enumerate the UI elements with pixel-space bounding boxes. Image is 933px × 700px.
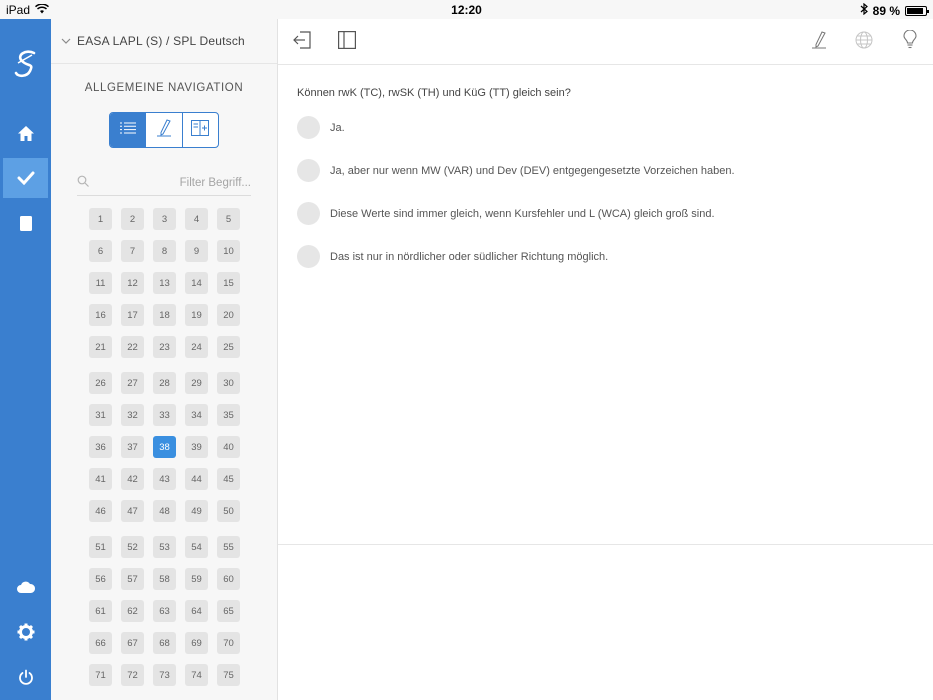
answer-option[interactable]: [297, 159, 735, 182]
list-view-button[interactable]: [110, 113, 146, 147]
clock: 12:20: [451, 3, 482, 17]
question-row: [89, 600, 277, 622]
question-number-button[interactable]: 69: [185, 632, 208, 654]
question-number-button[interactable]: 22: [121, 336, 144, 358]
question-number-button[interactable]: 32: [121, 404, 144, 426]
question-number-button[interactable]: 43: [153, 468, 176, 490]
notes-view-button[interactable]: [146, 113, 182, 147]
language-button[interactable]: [853, 31, 875, 53]
question-number-button[interactable]: 30: [217, 372, 240, 394]
question-number-button[interactable]: 14: [185, 272, 208, 294]
question-number-button[interactable]: 27: [121, 372, 144, 394]
question-number-button[interactable]: 8: [153, 240, 176, 262]
question-panel: [278, 19, 933, 700]
question-row: [89, 336, 277, 358]
filter-bar: [77, 170, 251, 196]
question-number-button[interactable]: 44: [185, 468, 208, 490]
question-number-button[interactable]: 54: [185, 536, 208, 558]
question-number-button[interactable]: 34: [185, 404, 208, 426]
question-number-button[interactable]: 60: [217, 568, 240, 590]
status-bar: [0, 0, 933, 19]
question-number-button[interactable]: 26: [89, 372, 112, 394]
answer-radio[interactable]: [297, 159, 320, 182]
question-number-button[interactable]: 24: [185, 336, 208, 358]
question-number-button[interactable]: 33: [153, 404, 176, 426]
question-number-button[interactable]: 46: [89, 500, 112, 522]
question-number-button[interactable]: 45: [217, 468, 240, 490]
list-icon: [119, 121, 137, 139]
notes-button[interactable]: [808, 31, 830, 53]
question-number-button[interactable]: 64: [185, 600, 208, 622]
question-number-button[interactable]: 20: [217, 304, 240, 326]
home-icon[interactable]: [3, 113, 48, 153]
question-number-button[interactable]: 40: [217, 436, 240, 458]
question-number-button[interactable]: 71: [89, 664, 112, 686]
question-number-button[interactable]: 13: [153, 272, 176, 294]
question-number-button[interactable]: 62: [121, 600, 144, 622]
sidebar-icon: [338, 31, 356, 54]
question-row: [89, 568, 277, 590]
question-number-button[interactable]: 23: [153, 336, 176, 358]
question-number-button[interactable]: 74: [185, 664, 208, 686]
question-number-button[interactable]: 67: [121, 632, 144, 654]
filter-input[interactable]: [101, 177, 251, 189]
answer-text: Diese Werte sind immer gleich, wenn Kursfehler und L (WCA) gleich groß sind.: [330, 207, 715, 220]
question-number-button[interactable]: 48: [153, 500, 176, 522]
pen-icon: [811, 31, 827, 54]
question-number-button[interactable]: 50: [217, 500, 240, 522]
question-number-button[interactable]: 68: [153, 632, 176, 654]
question-number-button[interactable]: 31: [89, 404, 112, 426]
question-number-button[interactable]: 42: [121, 468, 144, 490]
device-label: iPad: [6, 3, 31, 17]
question-number-button[interactable]: 28: [153, 372, 176, 394]
question-number-button[interactable]: 36: [89, 436, 112, 458]
question-text: Können rwK (TC), rwSK (TH) und KüG (TT) gleich sein?: [297, 87, 571, 99]
question-number-button[interactable]: 65: [217, 600, 240, 622]
question-number-button[interactable]: 3: [153, 208, 176, 230]
question-number-button[interactable]: 53: [153, 536, 176, 558]
toggle-sidebar-button[interactable]: [336, 31, 358, 53]
battery-percent: 89 %: [872, 3, 900, 18]
hint-button[interactable]: [899, 31, 921, 53]
question-number-button[interactable]: 55: [217, 536, 240, 558]
split-view-button[interactable]: [183, 113, 218, 147]
question-number-button[interactable]: 9: [185, 240, 208, 262]
check-icon[interactable]: [3, 158, 48, 198]
content-divider: [278, 544, 933, 545]
question-number-button[interactable]: 49: [185, 500, 208, 522]
question-number-button[interactable]: 61: [89, 600, 112, 622]
question-number-button[interactable]: 6: [89, 240, 112, 262]
question-group: [89, 372, 277, 522]
question-number-button[interactable]: 75: [217, 664, 240, 686]
question-number-button[interactable]: 63: [153, 600, 176, 622]
question-number-button[interactable]: 15: [217, 272, 240, 294]
answer-radio[interactable]: [297, 116, 320, 139]
question-number-button[interactable]: 59: [185, 568, 208, 590]
question-number-button[interactable]: 73: [153, 664, 176, 686]
question-number-button[interactable]: 4: [185, 208, 208, 230]
question-row: [89, 208, 277, 230]
answer-text: Ja.: [330, 121, 345, 134]
question-number-button[interactable]: 39: [185, 436, 208, 458]
toolbar: [278, 19, 933, 65]
app-rail: [0, 19, 51, 700]
question-row: [89, 372, 277, 394]
question-number-button[interactable]: 72: [121, 664, 144, 686]
question-number-button[interactable]: 7: [121, 240, 144, 262]
app-logo: [0, 44, 51, 84]
split-view-icon: [191, 120, 209, 141]
question-row: [89, 632, 277, 654]
lightbulb-icon: [903, 30, 917, 54]
question-number-button[interactable]: 25: [217, 336, 240, 358]
question-number-button[interactable]: 70: [217, 632, 240, 654]
question-number-button[interactable]: 21: [89, 336, 112, 358]
question-number-button[interactable]: 47: [121, 500, 144, 522]
question-row: [89, 664, 277, 686]
question-number-button[interactable]: 41: [89, 468, 112, 490]
book-icon[interactable]: [3, 203, 48, 243]
question-group: [89, 208, 277, 358]
question-number-button[interactable]: 5: [217, 208, 240, 230]
question-number-button[interactable]: 16: [89, 304, 112, 326]
cloud-icon[interactable]: [3, 567, 48, 607]
question-number-button[interactable]: 57: [121, 568, 144, 590]
question-number-button[interactable]: 10: [217, 240, 240, 262]
question-row: [89, 404, 277, 426]
battery-icon: [905, 6, 927, 16]
question-number-button[interactable]: 19: [185, 304, 208, 326]
question-number-button[interactable]: 1: [89, 208, 112, 230]
view-mode-switch: [109, 112, 219, 148]
power-icon[interactable]: [3, 657, 48, 697]
exit-icon: [292, 31, 312, 54]
question-number-button[interactable]: 35: [217, 404, 240, 426]
question-row: [89, 240, 277, 262]
chevron-down-icon: [61, 36, 71, 47]
question-group: [89, 536, 277, 686]
question-number-button[interactable]: 38: [153, 436, 176, 458]
question-grid: [51, 208, 277, 686]
answer-text: Das ist nur in nördlicher oder südlicher Richtung möglich.: [330, 250, 609, 263]
pen-icon: [156, 119, 172, 142]
gear-icon[interactable]: [3, 612, 48, 652]
section-title: ALLGEMEINE NAVIGATION: [84, 82, 244, 94]
question-number-button[interactable]: 37: [121, 436, 144, 458]
question-row: [89, 468, 277, 490]
question-row: [89, 436, 277, 458]
question-navigator: [51, 19, 278, 700]
answer-option[interactable]: [297, 245, 608, 268]
question-number-button[interactable]: 52: [121, 536, 144, 558]
answer-option[interactable]: [297, 202, 715, 225]
exit-button[interactable]: [291, 31, 313, 53]
question-number-button[interactable]: 18: [153, 304, 176, 326]
question-number-button[interactable]: 58: [153, 568, 176, 590]
course-title: EASA LAPL (S) / SPL Deutsch: [77, 34, 245, 48]
course-selector[interactable]: [51, 19, 277, 64]
question-row: [89, 304, 277, 326]
question-number-button[interactable]: 56: [89, 568, 112, 590]
question-number-button[interactable]: 2: [121, 208, 144, 230]
question-row: [89, 536, 277, 558]
answer-text: Ja, aber nur wenn MW (VAR) und Dev (DEV) entgegengesetzte Vorzeichen haben.: [330, 164, 735, 177]
question-number-button[interactable]: 17: [121, 304, 144, 326]
question-number-button[interactable]: 12: [121, 272, 144, 294]
search-icon: [77, 174, 89, 192]
question-row: [89, 272, 277, 294]
question-number-button[interactable]: 66: [89, 632, 112, 654]
answer-radio[interactable]: [297, 245, 320, 268]
bluetooth-icon: [860, 3, 868, 18]
question-row: [89, 500, 277, 522]
question-number-button[interactable]: 29: [185, 372, 208, 394]
globe-icon: [855, 31, 873, 54]
answer-option[interactable]: [297, 116, 345, 139]
question-number-button[interactable]: 11: [89, 272, 112, 294]
question-number-button[interactable]: 51: [89, 536, 112, 558]
answer-radio[interactable]: [297, 202, 320, 225]
